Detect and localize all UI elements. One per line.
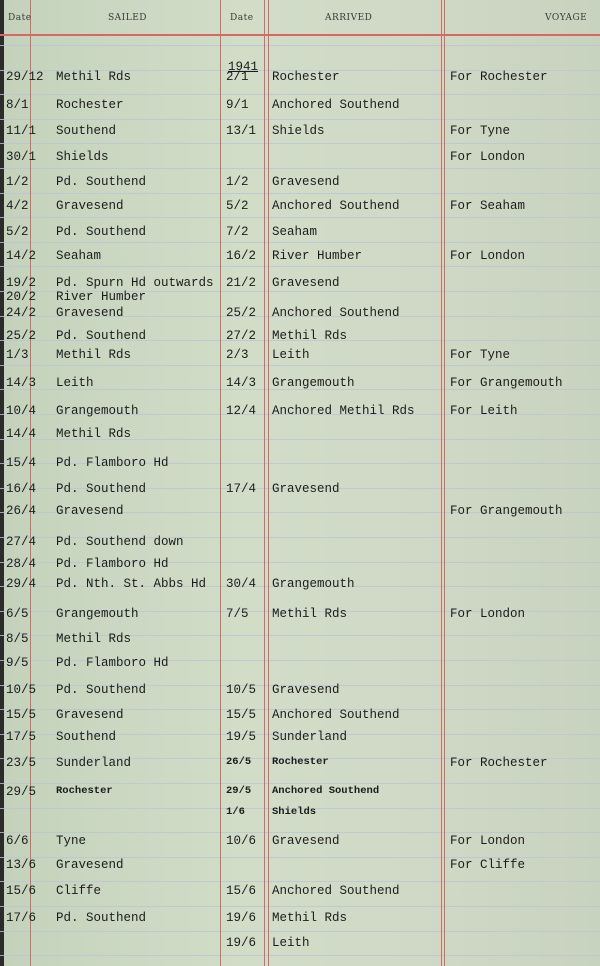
row-date-arrived: 19/6	[226, 911, 257, 925]
row-date-sailed: 13/6	[6, 858, 37, 872]
row-date-arrived: 14/3	[226, 376, 257, 390]
row-sailed: Shields	[56, 150, 109, 164]
row-arrived: Gravesend	[272, 175, 340, 189]
row-sailed: Southend	[56, 124, 117, 138]
row-date-sailed: 23/5	[6, 756, 37, 770]
row-date-arrived: 5/2	[226, 199, 249, 213]
row-arrived: Methil Rds	[272, 329, 348, 343]
row-sailed: Cliffe	[56, 884, 102, 898]
header-arrived: ARRIVED	[325, 13, 373, 23]
row-sailed: Leith	[56, 376, 94, 390]
row-date-sailed: 11/1	[6, 124, 37, 138]
row-voyage: For London	[450, 834, 526, 848]
row-sailed: Pd. Southend	[56, 683, 147, 697]
row-voyage: For Leith	[450, 404, 518, 418]
row-date-arrived: 16/2	[226, 249, 257, 263]
row-arrived: Anchored Southend	[272, 199, 400, 213]
row-voyage: For Rochester	[450, 70, 548, 84]
header-rule	[0, 34, 600, 36]
row-voyage: For Rochester	[450, 756, 548, 770]
row-date-sailed: 14/4	[6, 427, 37, 441]
row-arrived: Gravesend	[272, 683, 340, 697]
row-sailed: Gravesend	[56, 708, 124, 722]
row-date-sailed: 8/5	[6, 632, 29, 646]
row-sailed: Pd. Southend	[56, 225, 147, 239]
row-date-sailed: 29/5	[6, 785, 37, 799]
ruled-line	[0, 143, 600, 144]
ruled-line	[0, 119, 600, 120]
column-line	[444, 0, 445, 966]
row-date-sailed: 15/5	[6, 708, 37, 722]
row-voyage: For Seaham	[450, 199, 526, 213]
row-date-sailed: 20/2	[6, 290, 37, 304]
row-sailed: Pd. Southend down	[56, 535, 184, 549]
row-date-sailed: 27/4	[6, 535, 37, 549]
row-date-sailed: 5/2	[6, 225, 29, 239]
row-voyage: For London	[450, 150, 526, 164]
header-voyage: VOYAGE	[545, 13, 588, 23]
row-date-arrived: 17/4	[226, 482, 257, 496]
row-voyage: For Grangemouth	[450, 504, 563, 518]
row-arrived: Leith	[272, 936, 310, 950]
ruled-line	[0, 881, 600, 882]
row-date-sailed: 15/6	[6, 884, 37, 898]
row-date-sailed: 17/5	[6, 730, 37, 744]
row-date-sailed: 26/4	[6, 504, 37, 518]
row-sailed: Pd. Southend	[56, 329, 147, 343]
row-voyage: For Cliffe	[450, 858, 526, 872]
row-sailed: Pd. Spurn Hd outwards	[56, 276, 214, 290]
row-date-sailed: 29/4	[6, 577, 37, 591]
ruled-line	[0, 168, 600, 169]
ruled-line	[0, 242, 600, 243]
row-sailed: Southend	[56, 730, 117, 744]
row-date-sailed: 8/1	[6, 98, 29, 112]
row-voyage: For Tyne	[450, 348, 511, 362]
row-sailed: Pd. Flamboro Hd	[56, 656, 169, 670]
row-date-arrived: 15/5	[226, 708, 257, 722]
row-date-arrived: 25/2	[226, 306, 257, 320]
row-date-sailed: 19/2	[6, 276, 37, 290]
row-sailed: Tyne	[56, 834, 87, 848]
row-sailed: Rochester	[56, 785, 113, 797]
row-arrived: Methil Rds	[272, 607, 348, 621]
row-date-arrived: 13/1	[226, 124, 257, 138]
row-date-arrived: 30/4	[226, 577, 257, 591]
row-voyage: For London	[450, 607, 526, 621]
row-sailed: Pd. Flamboro Hd	[56, 557, 169, 571]
row-date-sailed: 4/2	[6, 199, 29, 213]
year-label: 1941	[228, 60, 259, 74]
column-line	[264, 0, 265, 966]
ruled-line	[0, 832, 600, 833]
row-date-sailed: 10/4	[6, 404, 37, 418]
row-date-arrived: 9/1	[226, 98, 249, 112]
row-date-arrived: 1/2	[226, 175, 249, 189]
row-arrived: Sunderland	[272, 730, 348, 744]
row-sailed: Rochester	[56, 98, 124, 112]
row-sailed: Gravesend	[56, 858, 124, 872]
row-voyage: For Tyne	[450, 124, 511, 138]
row-sailed: River Humber	[56, 290, 147, 304]
row-date-sailed: 28/4	[6, 557, 37, 571]
row-sailed: Gravesend	[56, 199, 124, 213]
row-arrived: Methil Rds	[272, 911, 348, 925]
row-arrived: Anchored Southend	[272, 884, 400, 898]
row-date-arrived: 19/6	[226, 936, 257, 950]
row-date-arrived: 29/5	[226, 785, 252, 797]
row-sailed: Pd. Southend	[56, 911, 147, 925]
row-voyage: For London	[450, 249, 526, 263]
row-date-sailed: 30/1	[6, 150, 37, 164]
header-date-sailed: Date	[8, 13, 32, 23]
row-arrived: Gravesend	[272, 482, 340, 496]
row-date-arrived: 15/6	[226, 884, 257, 898]
ruled-line	[0, 193, 600, 194]
row-date-sailed: 25/2	[6, 329, 37, 343]
row-date-sailed: 24/2	[6, 306, 37, 320]
row-voyage: For Grangemouth	[450, 376, 563, 390]
row-arrived: Rochester	[272, 756, 329, 768]
row-arrived: Leith	[272, 348, 310, 362]
row-arrived: Grangemouth	[272, 376, 355, 390]
row-arrived: Shields	[272, 806, 317, 818]
row-date-sailed: 16/4	[6, 482, 37, 496]
ruled-line	[0, 217, 600, 218]
column-line	[441, 0, 442, 966]
row-date-sailed: 29/12	[6, 70, 44, 84]
row-date-arrived: 19/5	[226, 730, 257, 744]
row-date-arrived: 2/3	[226, 348, 249, 362]
row-date-arrived: 10/5	[226, 683, 257, 697]
ruled-line	[0, 955, 600, 956]
row-sailed: Methil Rds	[56, 70, 132, 84]
row-date-arrived: 7/2	[226, 225, 249, 239]
table-header	[0, 0, 600, 34]
header-date-arrived: Date	[230, 13, 254, 23]
ruled-line	[0, 365, 600, 366]
row-sailed: Gravesend	[56, 306, 124, 320]
row-arrived: River Humber	[272, 249, 363, 263]
header-sailed: SAILED	[108, 13, 147, 23]
row-sailed: Pd. Southend	[56, 482, 147, 496]
row-sailed: Methil Rds	[56, 632, 132, 646]
row-date-sailed: 17/6	[6, 911, 37, 925]
ruled-line	[0, 266, 600, 267]
ruled-line	[0, 45, 600, 46]
row-sailed: Methil Rds	[56, 348, 132, 362]
row-arrived: Anchored Methil Rds	[272, 404, 415, 418]
ruled-line	[0, 94, 600, 95]
ruled-line	[0, 931, 600, 932]
row-arrived: Anchored Southend	[272, 306, 400, 320]
row-arrived: Gravesend	[272, 276, 340, 290]
row-arrived: Gravesend	[272, 834, 340, 848]
row-date-sailed: 6/6	[6, 834, 29, 848]
row-date-arrived: 27/2	[226, 329, 257, 343]
row-date-arrived: 1/6	[226, 806, 245, 818]
row-date-arrived: 26/5	[226, 756, 252, 768]
row-sailed: Gravesend	[56, 504, 124, 518]
row-date-arrived: 2/1	[226, 70, 249, 84]
row-sailed: Pd. Southend	[56, 175, 147, 189]
row-date-arrived: 7/5	[226, 607, 249, 621]
page-edge	[0, 0, 4, 966]
row-date-arrived: 10/6	[226, 834, 257, 848]
row-sailed: Pd. Flamboro Hd	[56, 456, 169, 470]
row-sailed: Sunderland	[56, 756, 132, 770]
ruled-line	[0, 906, 600, 907]
row-arrived: Anchored Southend	[272, 98, 400, 112]
row-date-sailed: 14/3	[6, 376, 37, 390]
row-sailed: Methil Rds	[56, 427, 132, 441]
row-date-arrived: 21/2	[226, 276, 257, 290]
row-arrived: Grangemouth	[272, 577, 355, 591]
row-arrived: Rochester	[272, 70, 340, 84]
row-date-arrived: 12/4	[226, 404, 257, 418]
row-date-sailed: 1/3	[6, 348, 29, 362]
row-date-sailed: 15/4	[6, 456, 37, 470]
row-date-sailed: 1/2	[6, 175, 29, 189]
column-line	[268, 0, 269, 966]
row-date-sailed: 9/5	[6, 656, 29, 670]
row-arrived: Shields	[272, 124, 325, 138]
row-arrived: Anchored Southend	[272, 708, 400, 722]
ruled-line	[0, 783, 600, 784]
row-sailed: Grangemouth	[56, 404, 139, 418]
row-date-sailed: 14/2	[6, 249, 37, 263]
row-sailed: Grangemouth	[56, 607, 139, 621]
row-arrived: Anchored Southend	[272, 785, 380, 797]
row-sailed: Pd. Nth. St. Abbs Hd	[56, 577, 207, 591]
row-date-sailed: 10/5	[6, 683, 37, 697]
column-line	[220, 0, 221, 966]
row-arrived: Seaham	[272, 225, 318, 239]
row-date-sailed: 6/5	[6, 607, 29, 621]
row-sailed: Seaham	[56, 249, 102, 263]
